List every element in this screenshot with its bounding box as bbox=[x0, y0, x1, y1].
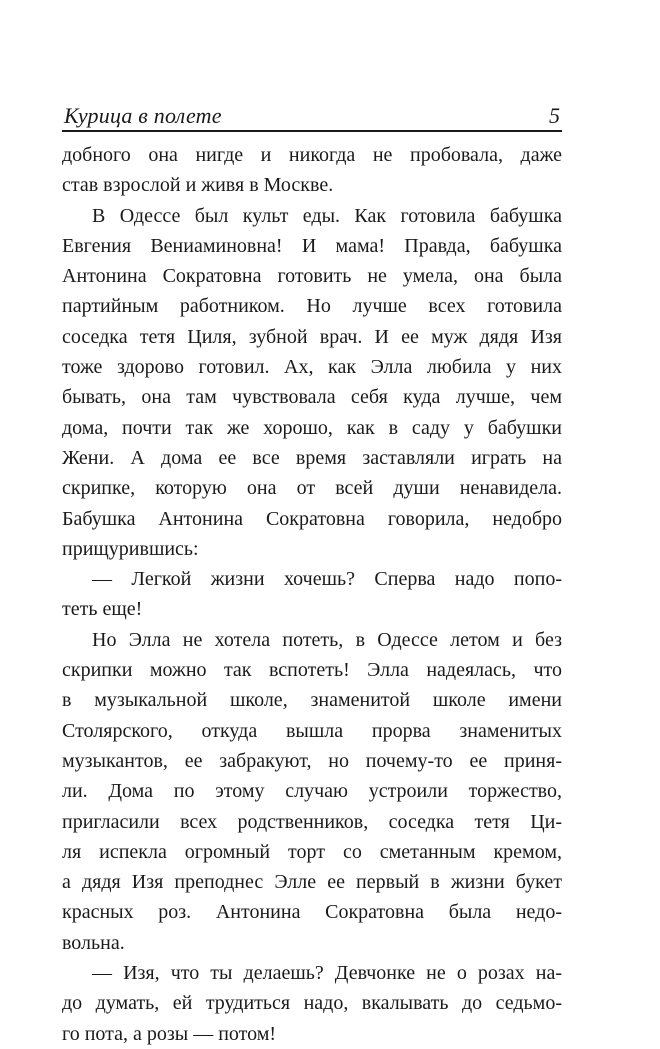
text-line: пригласили всех родственников, соседка тетя Ци- bbox=[62, 810, 562, 833]
text-line: музыкантов, ее забракуют, но почему-то ее приня- bbox=[62, 749, 562, 772]
text-line: Бабушка Антонина Сократовна говорила, недобро bbox=[62, 507, 562, 530]
text-line: скрипки можно так вспотеть! Элла надеялась, что bbox=[62, 659, 562, 682]
text-line: Евгения Вениаминовна! И мама! Правда, бабушка bbox=[62, 234, 562, 257]
text-line: в музыкальной школе, знаменитой школе имени bbox=[62, 689, 562, 712]
book-page bbox=[62, 100, 562, 1049]
text-line: Жени. А дома ее все время заставляли играть на bbox=[62, 446, 562, 469]
text-line: теть еще! bbox=[62, 598, 143, 621]
text-line: прищурившись: bbox=[62, 537, 199, 560]
text-line: тоже здорово готовил. Ах, как Элла любила у них bbox=[62, 356, 562, 379]
text-line: дома, почти так же хорошо, как в саду у бабушки bbox=[62, 416, 562, 439]
text-line: бывать, она там чувствовала себя куда лучше, чем bbox=[62, 386, 562, 409]
text-line: партийным работником. Но лучше всех готовила bbox=[62, 295, 562, 318]
text-line: — Легкой жизни хочешь? Сперва надо попо- bbox=[92, 568, 562, 591]
text-line: до думать, ей трудиться надо, вкалывать до седьмо- bbox=[62, 992, 562, 1015]
running-title: Курица в полете bbox=[64, 103, 222, 128]
text-line: а дядя Изя преподнес Элле ее первый в жизни букет bbox=[62, 871, 562, 894]
running-header bbox=[62, 100, 562, 132]
text-line: вольна. bbox=[62, 931, 125, 954]
text-line: — Изя, что ты делаешь? Девчонке не о розах на- bbox=[92, 962, 562, 985]
page-number: 5 bbox=[549, 103, 560, 128]
text-line: Антонина Сократовна готовить не умела, она была bbox=[62, 265, 562, 288]
text-line: став взрослой и живя в Москве. bbox=[62, 174, 334, 197]
text-line: Но Элла не хотела потеть, в Одессе летом и без bbox=[92, 628, 562, 651]
text-line: красных роз. Антонина Сократовна была недо- bbox=[62, 901, 562, 924]
text-line: В Одессе был культ еды. Как готовила бабушка bbox=[92, 204, 562, 227]
text-line: ли. Дома по этому случаю устроили торжество, bbox=[62, 780, 562, 803]
text-line: соседка тетя Циля, зубной врач. И ее муж дядя Изя bbox=[62, 325, 562, 348]
body-text bbox=[62, 140, 562, 1049]
text-line: скрипке, которую она от всей души ненавидела. bbox=[62, 477, 562, 500]
text-line: го пота, а розы — потом! bbox=[62, 1022, 277, 1045]
text-line: добного она нигде и никогда не пробовала, даже bbox=[62, 144, 562, 166]
text-line: Столярского, откуда вышла прорва знаменитых bbox=[62, 719, 562, 742]
text-line: ля испекла огромный торт со сметанным кремом, bbox=[62, 840, 562, 863]
